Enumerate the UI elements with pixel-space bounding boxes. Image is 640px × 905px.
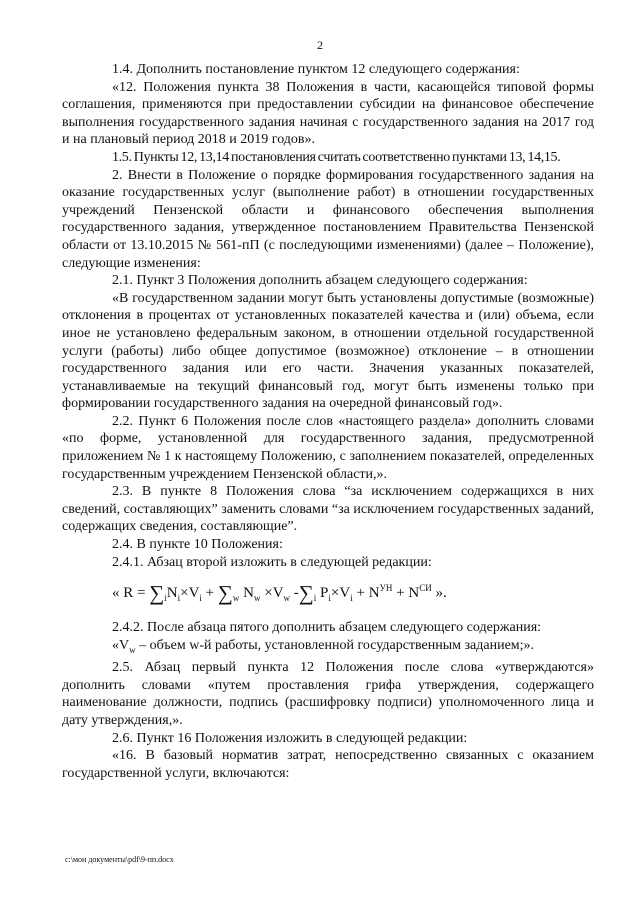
formula: « $R = \sum_iN_i\times V_i + \sum_w$ $N_w \times V_w$ $-\sum_i$ $P_i\times V_i + N^{УН} + N^{СИ}$ ». [112,581,447,606]
paragraph-vw-definition: «$V_w$ – объем w-й работы, установленной государственным заданием;». [112,637,535,655]
paragraph-2-3: 2.3. В пункте 8 Положения слова “за исключением содержащихся в них сведений, составляющих” заменить словами “за исключением государственных заданий, содержащих сведения, составляющие”. [62,484,594,535]
paragraph-2-1: 2.1. Пункт 3 Положения дополнить абзацем следующего содержания: [112,273,528,289]
paragraph-2-2: 2.2. Пункт 6 Положения после слов «настоящего раздела» дополнить словами «по форме, установленной для государственного задания, предусмотренной приложением № 1 к настоящему Положению, с заполнением показателей, определенных государственным учреждением Пензенской области,». [62,413,594,482]
paragraph-2-1-quote: «В государственном задании могут быть установлены допустимые (возможные) отклонения в процентах от установленных показателей качества и (или) объема, если иное не установлено федеральным законом, в отношении отдельной государственной услуги (работы) либо общее допустимое (возможное) отклонение – в отношении государственного задания или его части. Значения указанных показателей, устанавливаемые на текущий финансовый год, могут быть изменены только при формировании государственного задания на очередной финансовый год». [62,290,594,412]
paragraph-16-quote: «16. В базовый норматив затрат, непосредственно связанных с оказанием государственной услуги, включаются: [62,748,594,781]
paragraph-2-4-1: 2.4.1. Абзац второй изложить в следующей редакции: [112,554,432,570]
document-body [62,61,594,782]
paragraph-2: 2. Внести в Положение о порядке формирования государственного задания на оказание государственных услуг (выполнение работ) в отношении государственных учреждений Пензенской области и финансового обеспечения выполнения государственного задания, утвержденное постановлением Правительства Пензенской области от 13.10.2015 № 561-пП (с последующими изменениями) (далее – Положение), следующие изменения: [62,167,594,271]
page-number: 2 [317,38,323,52]
paragraph-12-quote: «12. Положения пункта 38 Положения в части, касающейся типовой формы соглашения, применяются при предоставлении субсидии на финансовое обеспечение выполнения государственного задания начиная с государственного задания на 2017 год и на плановый период 2018 и 2019 годов». [62,79,594,148]
paragraph-2-4-2: 2.4.2. После абзаца пятого дополнить абзацем следующего содержания: [112,620,542,636]
paragraph-2-6: 2.6. Пункт 16 Положения изложить в следующей редакции: [112,730,468,746]
paragraph-2-5: 2.5. Абзац первый пункта 12 Положения после слова «утверждаются» дополнить словами «путем проставления грифа утверждения, содержащего наименование должности, подпись (расшифровку подписи) уполномоченного лица и дату утверждения,». [62,660,594,728]
paragraph-1-4: 1.4. Дополнить постановление пунктом 12 следующего содержания: [112,62,520,77]
paragraph-1-5: 1.5. Пункты 12, 13,14 постановления считать соответственно пунктами 13, 14,15. [112,149,561,165]
paragraph-2-4: 2.4. В пункте 10 Положения: [112,537,283,553]
file-path-footer: c:\мои документы\pdf\9-пп.docx [65,855,174,864]
